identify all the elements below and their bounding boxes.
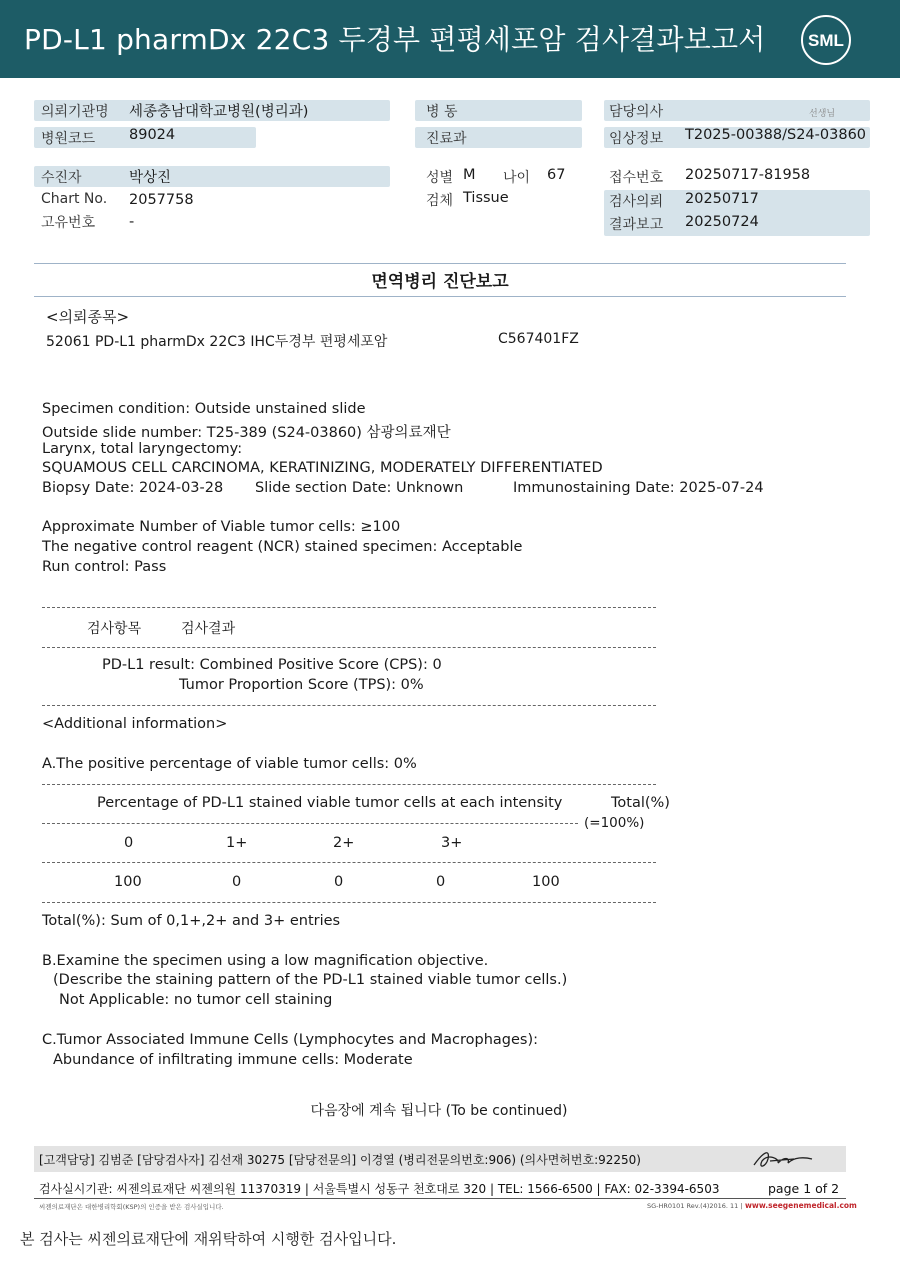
chart-value: 2057758 (129, 192, 194, 208)
intensity-value-0: 100 (114, 874, 142, 890)
viable-cells: Approximate Number of Viable tumor cells: ≥100 (42, 519, 401, 535)
age-label: 나이 (503, 170, 531, 186)
report-title: PD-L1 pharmDx 22C3 두경부 편평세포암 검사결과보고서 (24, 23, 766, 56)
lab-info: 검사실시기관: 씨젠의료재단 씨젠의원 11370319 | 서울특별시 성동구 천호대로 320 | TEL: 1566-6500 | FAX: 02-3394-6503 (39, 1182, 720, 1196)
clinical-label: 임상정보 (609, 131, 664, 147)
signature (750, 1145, 816, 1173)
intensity-level-0: 0 (124, 835, 134, 851)
intensity-header: Percentage of PD-L1 stained viable tumor cells at each intensity (97, 795, 563, 811)
section-c-sub: Abundance of infiltrating immune cells: Moderate (53, 1052, 413, 1068)
ncr-result: The negative control reagent (NCR) stained specimen: Acceptable (42, 539, 523, 555)
intensity-level-1: 1+ (226, 835, 248, 851)
section-bottom-rule (34, 296, 846, 297)
additional-header: <Additional information> (42, 716, 228, 732)
biopsy-date: Biopsy Date: 2024-03-28 (42, 480, 224, 496)
certification-note: 씨젠의료재단은 대한병리학회(KSP)의 인증을 받은 검사실입니다. (39, 1203, 224, 1211)
total-description: Total(%): Sum of 0,1+,2+ and 3+ entries (42, 913, 341, 929)
section-c-text: C.Tumor Associated Immune Cells (Lymphocytes and Macrophages): (42, 1032, 539, 1048)
cps-result: PD-L1 result: Combined Positive Score (CPS): 0 (102, 657, 442, 673)
immunostaining-date: Immunostaining Date: 2025-07-24 (513, 480, 764, 496)
section-b-sub: (Describe the staining pattern of the PD-L1 stained viable tumor cells.) (53, 972, 568, 988)
intensity-level-2: 2+ (333, 835, 355, 851)
total-note: (=100%) (584, 815, 645, 831)
section-b-text: B.Examine the specimen using a low magnification objective. (42, 953, 489, 969)
unique-value: - (129, 214, 135, 230)
svg-text:SML: SML (808, 31, 844, 50)
staff-info: [고객담당] 김범준 [담당검사자] 김선재 30275 [담당전문의] 이경열 (병리전문의번호:906) (의사면허번호:92250) (39, 1153, 641, 1167)
divider (42, 902, 656, 903)
hospital-label: 의뢰기관명 (41, 104, 109, 120)
bottom-note: 본 검사는 씨젠의료재단에 재위탁하여 시행한 검사입니다. (20, 1230, 397, 1248)
section-b-result: Not Applicable: no tumor cell staining (59, 992, 333, 1008)
footer-rule (34, 1198, 846, 1199)
receipt-label: 접수번호 (609, 170, 664, 186)
diagnosis: SQUAMOUS CELL CARCINOMA, KERATINIZING, MODERATELY DIFFERENTIATED (42, 460, 603, 476)
slide-number: Outside slide number: T25-389 (S24-03860) 삼광의료재단 (42, 425, 451, 441)
report-date-label: 결과보고 (609, 217, 664, 233)
continued-note: 다음장에 계속 됩니다 (To be continued) (310, 1103, 568, 1119)
sex-value: M (463, 167, 476, 183)
request-item-header: <의뢰종목> (46, 308, 130, 326)
report-header (0, 0, 900, 78)
divider (42, 862, 656, 863)
request-date-label: 검사의뢰 (609, 194, 664, 210)
page-number: page 1 of 2 (768, 1181, 840, 1196)
patient-value: 박상진 (129, 170, 172, 186)
patient-label: 수진자 (41, 170, 82, 186)
specimen-site: Larynx, total laryngectomy: (42, 441, 243, 457)
request-date-value: 20250717 (685, 191, 759, 207)
col-result-header: 검사결과 (181, 621, 236, 637)
total-header: Total(%) (611, 795, 670, 811)
hospital-value: 세종충남대학교병원(병리과) (129, 104, 309, 120)
sex-label: 성별 (426, 170, 454, 186)
section-top-rule (34, 263, 846, 264)
hospital-code-label: 병원코드 (41, 131, 96, 147)
specimen-value: Tissue (463, 190, 509, 206)
intensity-value-1: 0 (232, 874, 242, 890)
sml-logo (800, 14, 852, 66)
intensity-value-3: 0 (436, 874, 446, 890)
divider (42, 607, 656, 608)
doctor-suffix: 선생님 (809, 109, 836, 119)
patient-row-bg (34, 166, 390, 187)
divider (42, 823, 578, 824)
specimen-label: 검체 (426, 193, 454, 209)
intensity-value-2: 0 (334, 874, 344, 890)
divider (42, 784, 656, 785)
website-link[interactable]: www.seegenemedical.com (745, 1201, 857, 1210)
specimen-condition: Specimen condition: Outside unstained slide (42, 401, 366, 417)
divider (42, 705, 656, 706)
chart-label: Chart No. (41, 191, 108, 207)
intensity-level-3: 3+ (441, 835, 463, 851)
section-date: Slide section Date: Unknown (255, 480, 464, 496)
doctor-label: 담당의사 (609, 104, 664, 120)
section-title: 면역병리 진단보고 (371, 272, 509, 292)
intensity-total: 100 (532, 874, 560, 890)
report-date-value: 20250724 (685, 214, 759, 230)
dept-label: 진료과 (426, 131, 467, 147)
revision-note: SG-HR0101 Rev.(4)2016. 11 | (647, 1202, 743, 1210)
request-item: 52061 PD-L1 pharmDx 22C3 IHC두경부 편평세포암 (46, 334, 388, 350)
request-code: C567401FZ (498, 331, 579, 347)
receipt-value: 20250717-81958 (685, 167, 811, 183)
age-value: 67 (547, 167, 566, 183)
ward-label: 병 동 (426, 104, 458, 120)
col-item-header: 검사항목 (87, 621, 142, 637)
tps-result: Tumor Proportion Score (TPS): 0% (179, 677, 424, 693)
divider (42, 647, 656, 648)
section-a-text: A.The positive percentage of viable tumor cells: 0% (42, 756, 417, 772)
unique-label: 고유번호 (41, 215, 96, 231)
clinical-value: T2025-00388/S24-03860 (685, 127, 867, 143)
run-control: Run control: Pass (42, 559, 167, 575)
hospital-code-value: 89024 (129, 127, 176, 143)
